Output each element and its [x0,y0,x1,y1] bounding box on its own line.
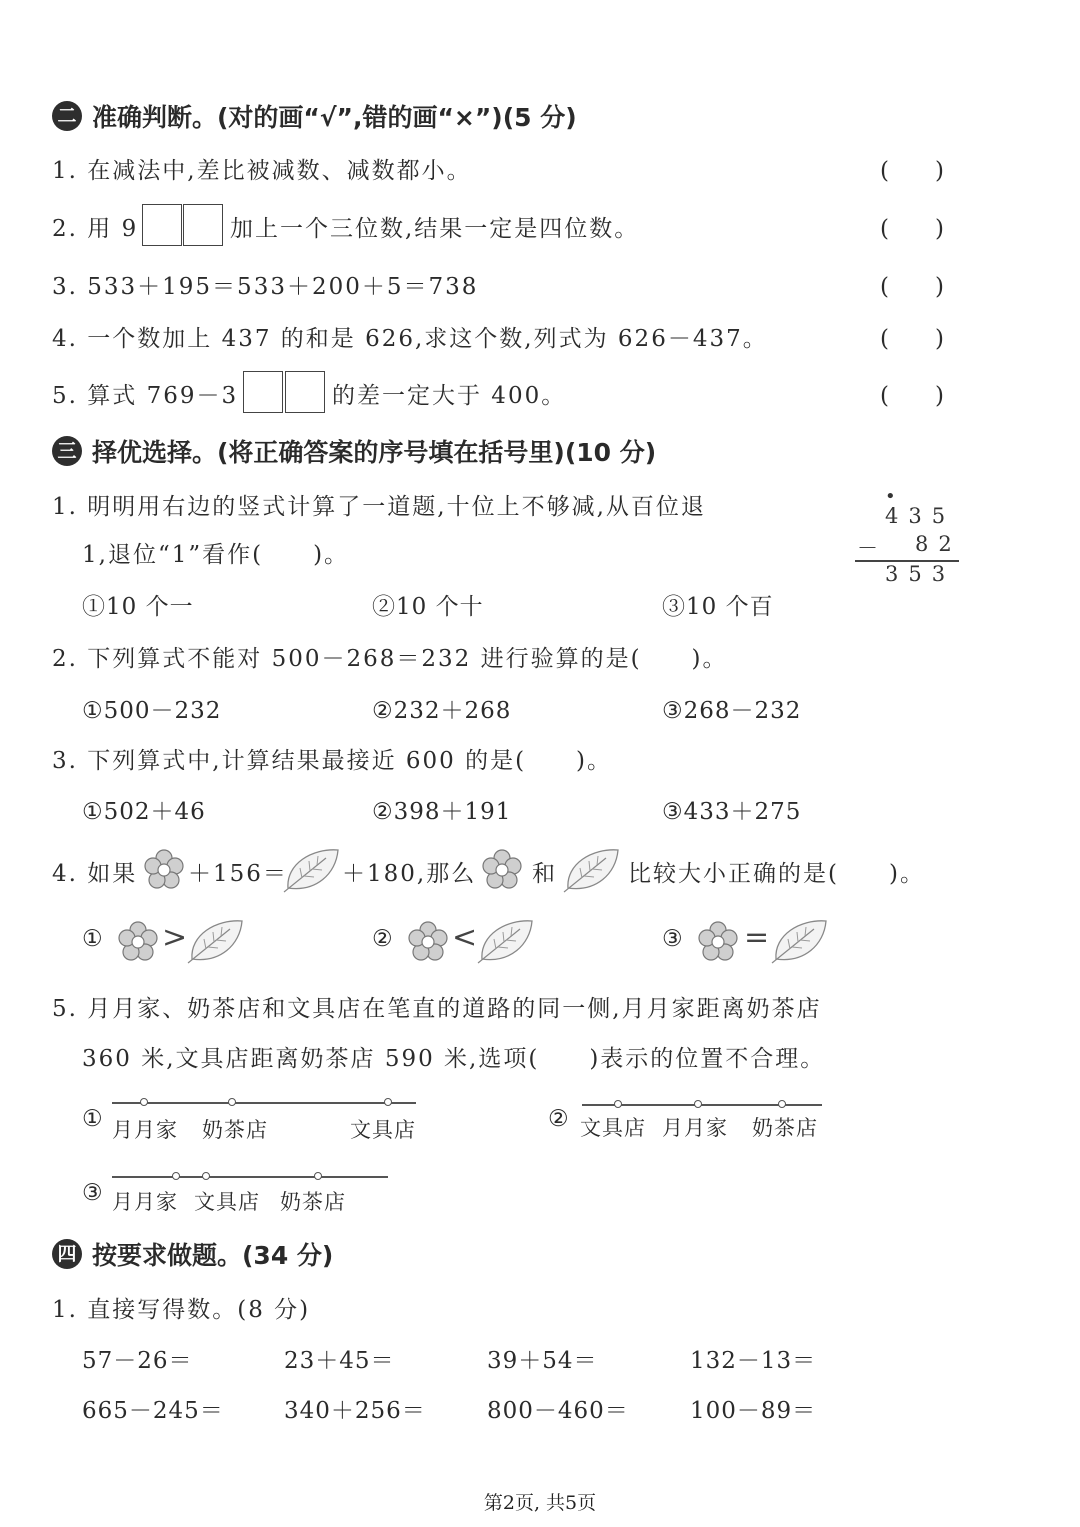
flower-icon [696,920,740,964]
s3-q5-option-2[interactable] [548,1092,848,1144]
location-dot [172,1172,180,1180]
subtrahend: 82 [915,532,962,556]
s3-q5-option-3[interactable] [82,1164,402,1216]
location-dot [614,1100,622,1108]
borrow-dot: • [885,486,906,507]
s3-q2-option-3[interactable]: ③268－232 [662,698,802,724]
location-dot [202,1172,210,1180]
s3-q4-part-d: 和 [532,861,557,887]
digit-box[interactable] [285,371,325,413]
s3-question-3: 3. 下列算式中,计算结果最接近 600 的是( )。 [52,748,613,774]
s3-q4-option-1[interactable] [82,912,282,968]
s2-question-5-pre: 5. 算式 769－3 [52,383,239,409]
s3-q2-option-1[interactable]: ①500－232 [82,698,222,724]
compare-sign: > [162,920,188,955]
flower-icon [480,848,524,892]
road-line [112,1176,388,1178]
oral-calc-item[interactable]: 57－26＝ [82,1348,193,1374]
flower-icon [116,920,160,964]
section3-badge: 三 [52,436,82,466]
section2-title: 准确判断。(对的画“√”,错的画“×”)(5 分) [92,103,577,132]
leaf-icon [186,914,246,966]
s2-question-4: 4. 一个数加上 437 的和是 626,求这个数,列式为 626－437。 [52,326,768,352]
s2-question-2-pre: 2. 用 9 [52,216,139,242]
digit-box[interactable] [243,371,283,413]
option-number: ③ [662,926,684,952]
s3-q3-option-3[interactable]: ③433＋275 [662,799,802,825]
oral-calc-item[interactable]: 132－13＝ [690,1348,817,1374]
leaf-icon [770,914,830,966]
oral-calc-item[interactable]: 800－460＝ [487,1398,629,1424]
oral-calc-item[interactable]: 100－89＝ [690,1398,817,1424]
s2-question-2-post: 加上一个三位数,结果一定是四位数。 [230,216,640,242]
s3-question-1-line1: 1. 明明用右边的竖式计算了一道题,十位上不够减,从百位退 [52,494,706,520]
compare-sign: < [452,920,478,955]
s3-q1-option-3[interactable]: ③10 个百 [662,594,774,620]
s3-q1-option-2[interactable]: ②10 个十 [372,594,484,620]
location-dot [140,1098,148,1106]
compare-sign: = [744,920,770,955]
leaf-icon [562,844,622,894]
oral-calc-item[interactable]: 665－245＝ [82,1398,224,1424]
place-label: 月月家 [662,1116,728,1140]
place-label: 文具店 [194,1190,260,1214]
s3-q4-part-e: 比较大小正确的是( )。 [628,861,925,887]
s3-q3-option-1[interactable]: ①502＋46 [82,799,206,825]
s3-q1-option-1[interactable]: ①10 个一 [82,594,194,620]
place-label: 月月家 [112,1118,178,1142]
option-number: ① [82,926,104,952]
oral-calc-item[interactable]: 23＋45＝ [284,1348,395,1374]
section2-badge: 二 [52,101,82,131]
s3-q2-option-2[interactable]: ②232＋268 [372,698,512,724]
flower-icon [142,848,186,892]
s3-question-2: 2. 下列算式不能对 500－268＝232 进行验算的是( )。 [52,646,728,672]
location-dot [694,1100,702,1108]
option-number: ① [82,1106,104,1132]
section3-title: 择优选择。(将正确答案的序号填在括号里)(10 分) [92,438,657,467]
difference: 353 [885,562,956,586]
s2-question-3: 3. 533＋195＝533＋200＋5＝738 [52,274,479,300]
place-label: 文具店 [350,1118,416,1142]
option-number: ② [548,1106,570,1132]
s3-q3-option-2[interactable]: ②398＋191 [372,799,512,825]
vertical-subtraction [855,486,965,592]
option-number: ② [372,926,394,952]
answer-paren[interactable]: ( ) [880,274,944,300]
section4-badge: 四 [52,1239,82,1269]
s3-q4-part-a: 4. 如果 [52,861,138,887]
location-dot [778,1100,786,1108]
s2-question-5-post: 的差一定大于 400。 [332,383,567,409]
flower-icon [406,920,450,964]
location-dot [314,1172,322,1180]
leaf-icon [476,914,536,966]
digit-box[interactable] [142,204,182,246]
answer-paren[interactable]: ( ) [880,383,944,409]
s2-question-1: 1. 在减法中,差比被减数、减数都小。 [52,158,472,184]
s3-q4-option-3[interactable] [662,912,862,968]
oral-calc-item[interactable]: 340＋256＝ [284,1398,426,1424]
section4-title: 按要求做题。(34 分) [92,1241,334,1270]
page-footer: 第2页, 共5页 [483,1492,597,1514]
oral-calc-item[interactable]: 39＋54＝ [487,1348,598,1374]
s3-q4-part-b: ＋156＝ [188,861,288,887]
s3-q5-option-1[interactable] [82,1092,432,1144]
s3-q4-option-2[interactable] [372,912,572,968]
option-number: ③ [82,1180,104,1206]
location-dot [228,1098,236,1106]
s4-question-1: 1. 直接写得数。(8 分) [52,1297,311,1323]
answer-paren[interactable]: ( ) [880,158,944,184]
place-label: 奶茶店 [280,1190,346,1214]
place-label: 文具店 [580,1116,646,1140]
place-label: 奶茶店 [202,1118,268,1142]
minuend: 435 [885,504,956,528]
s3-question-5-line1: 5. 月月家、奶茶店和文具店在笔直的道路的同一侧,月月家距离奶茶店 [52,996,822,1022]
digit-box[interactable] [183,204,223,246]
s3-q4-part-c: ＋180,那么 [342,861,477,887]
answer-paren[interactable]: ( ) [880,216,944,242]
minus-sign: － [857,536,888,560]
road-line [112,1102,416,1104]
s3-question-5-line2: 360 米,文具店距离奶茶店 590 米,选项( )表示的位置不合理。 [82,1046,826,1072]
s3-question-1-line2: 1,退位“1”看作( )。 [82,542,350,568]
answer-paren[interactable]: ( ) [880,326,944,352]
leaf-icon [282,844,342,894]
place-label: 月月家 [112,1190,178,1214]
location-dot [384,1098,392,1106]
place-label: 奶茶店 [752,1116,818,1140]
